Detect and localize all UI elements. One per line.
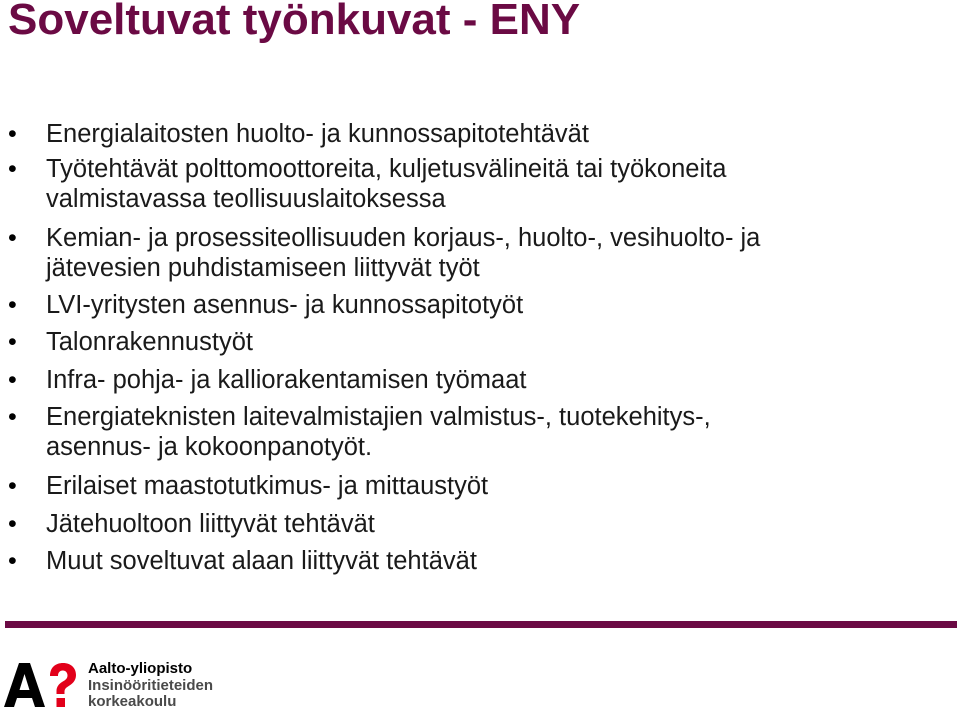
bullet-text: Muut soveltuvat alaan liittyvät tehtävät	[46, 547, 477, 575]
logo-line-school: Insinööritieteiden	[88, 676, 214, 694]
bullet-text: Työtehtävät polttomoottoreita, kuljetusvälineitä tai työkoneita	[46, 155, 727, 183]
bullet-dot: •	[8, 155, 17, 183]
bullet-text: Kemian- ja prosessiteollisuuden korjaus-, huolto-, vesihuolto- ja	[46, 224, 761, 252]
bullet-text: Jätehuoltoon liittyvät tehtävät	[46, 510, 375, 538]
bullet-dot: •	[8, 472, 17, 500]
aalto-a-question-mark-logo-icon	[4, 660, 80, 708]
bullet-text: Erilaiset maastotutkimus- ja mittaustyöt	[46, 472, 489, 500]
bullet-text-continuation: jätevesien puhdistamiseen liittyvät työt	[46, 254, 480, 282]
bullet-text: Talonrakennustyöt	[46, 328, 253, 356]
logo-line-university: Aalto-yliopisto	[88, 660, 193, 677]
bullet-dot: •	[8, 547, 17, 575]
accent-divider-bar	[5, 621, 957, 628]
bullet-dot: •	[8, 328, 17, 356]
bullet-text: Energialaitosten huolto- ja kunnossapitotehtävät	[46, 120, 589, 148]
bullet-dot: •	[8, 510, 17, 538]
slide-title: Soveltuvat työnkuvat - ENY	[8, 0, 581, 44]
logo-line-school-2: korkeakoulu	[88, 693, 177, 710]
bullet-dot: •	[8, 366, 17, 394]
bullet-text-continuation: asennus- ja kokoonpanotyöt.	[46, 433, 373, 461]
bullet-dot: •	[8, 120, 17, 148]
bullet-text: Infra- pohja- ja kalliorakentamisen työmaat	[46, 366, 527, 394]
bullet-dot: •	[8, 224, 17, 252]
bullet-dot: •	[8, 291, 17, 319]
university-name	[88, 661, 213, 711]
bullet-text-continuation: valmistavassa teollisuuslaitoksessa	[46, 185, 446, 213]
bullet-text: Energiateknisten laitevalmistajien valmistus-, tuotekehitys-,	[46, 403, 711, 431]
bullet-dot: •	[8, 403, 17, 431]
bullet-text: LVI-yritysten asennus- ja kunnossapitotyöt	[46, 291, 524, 319]
